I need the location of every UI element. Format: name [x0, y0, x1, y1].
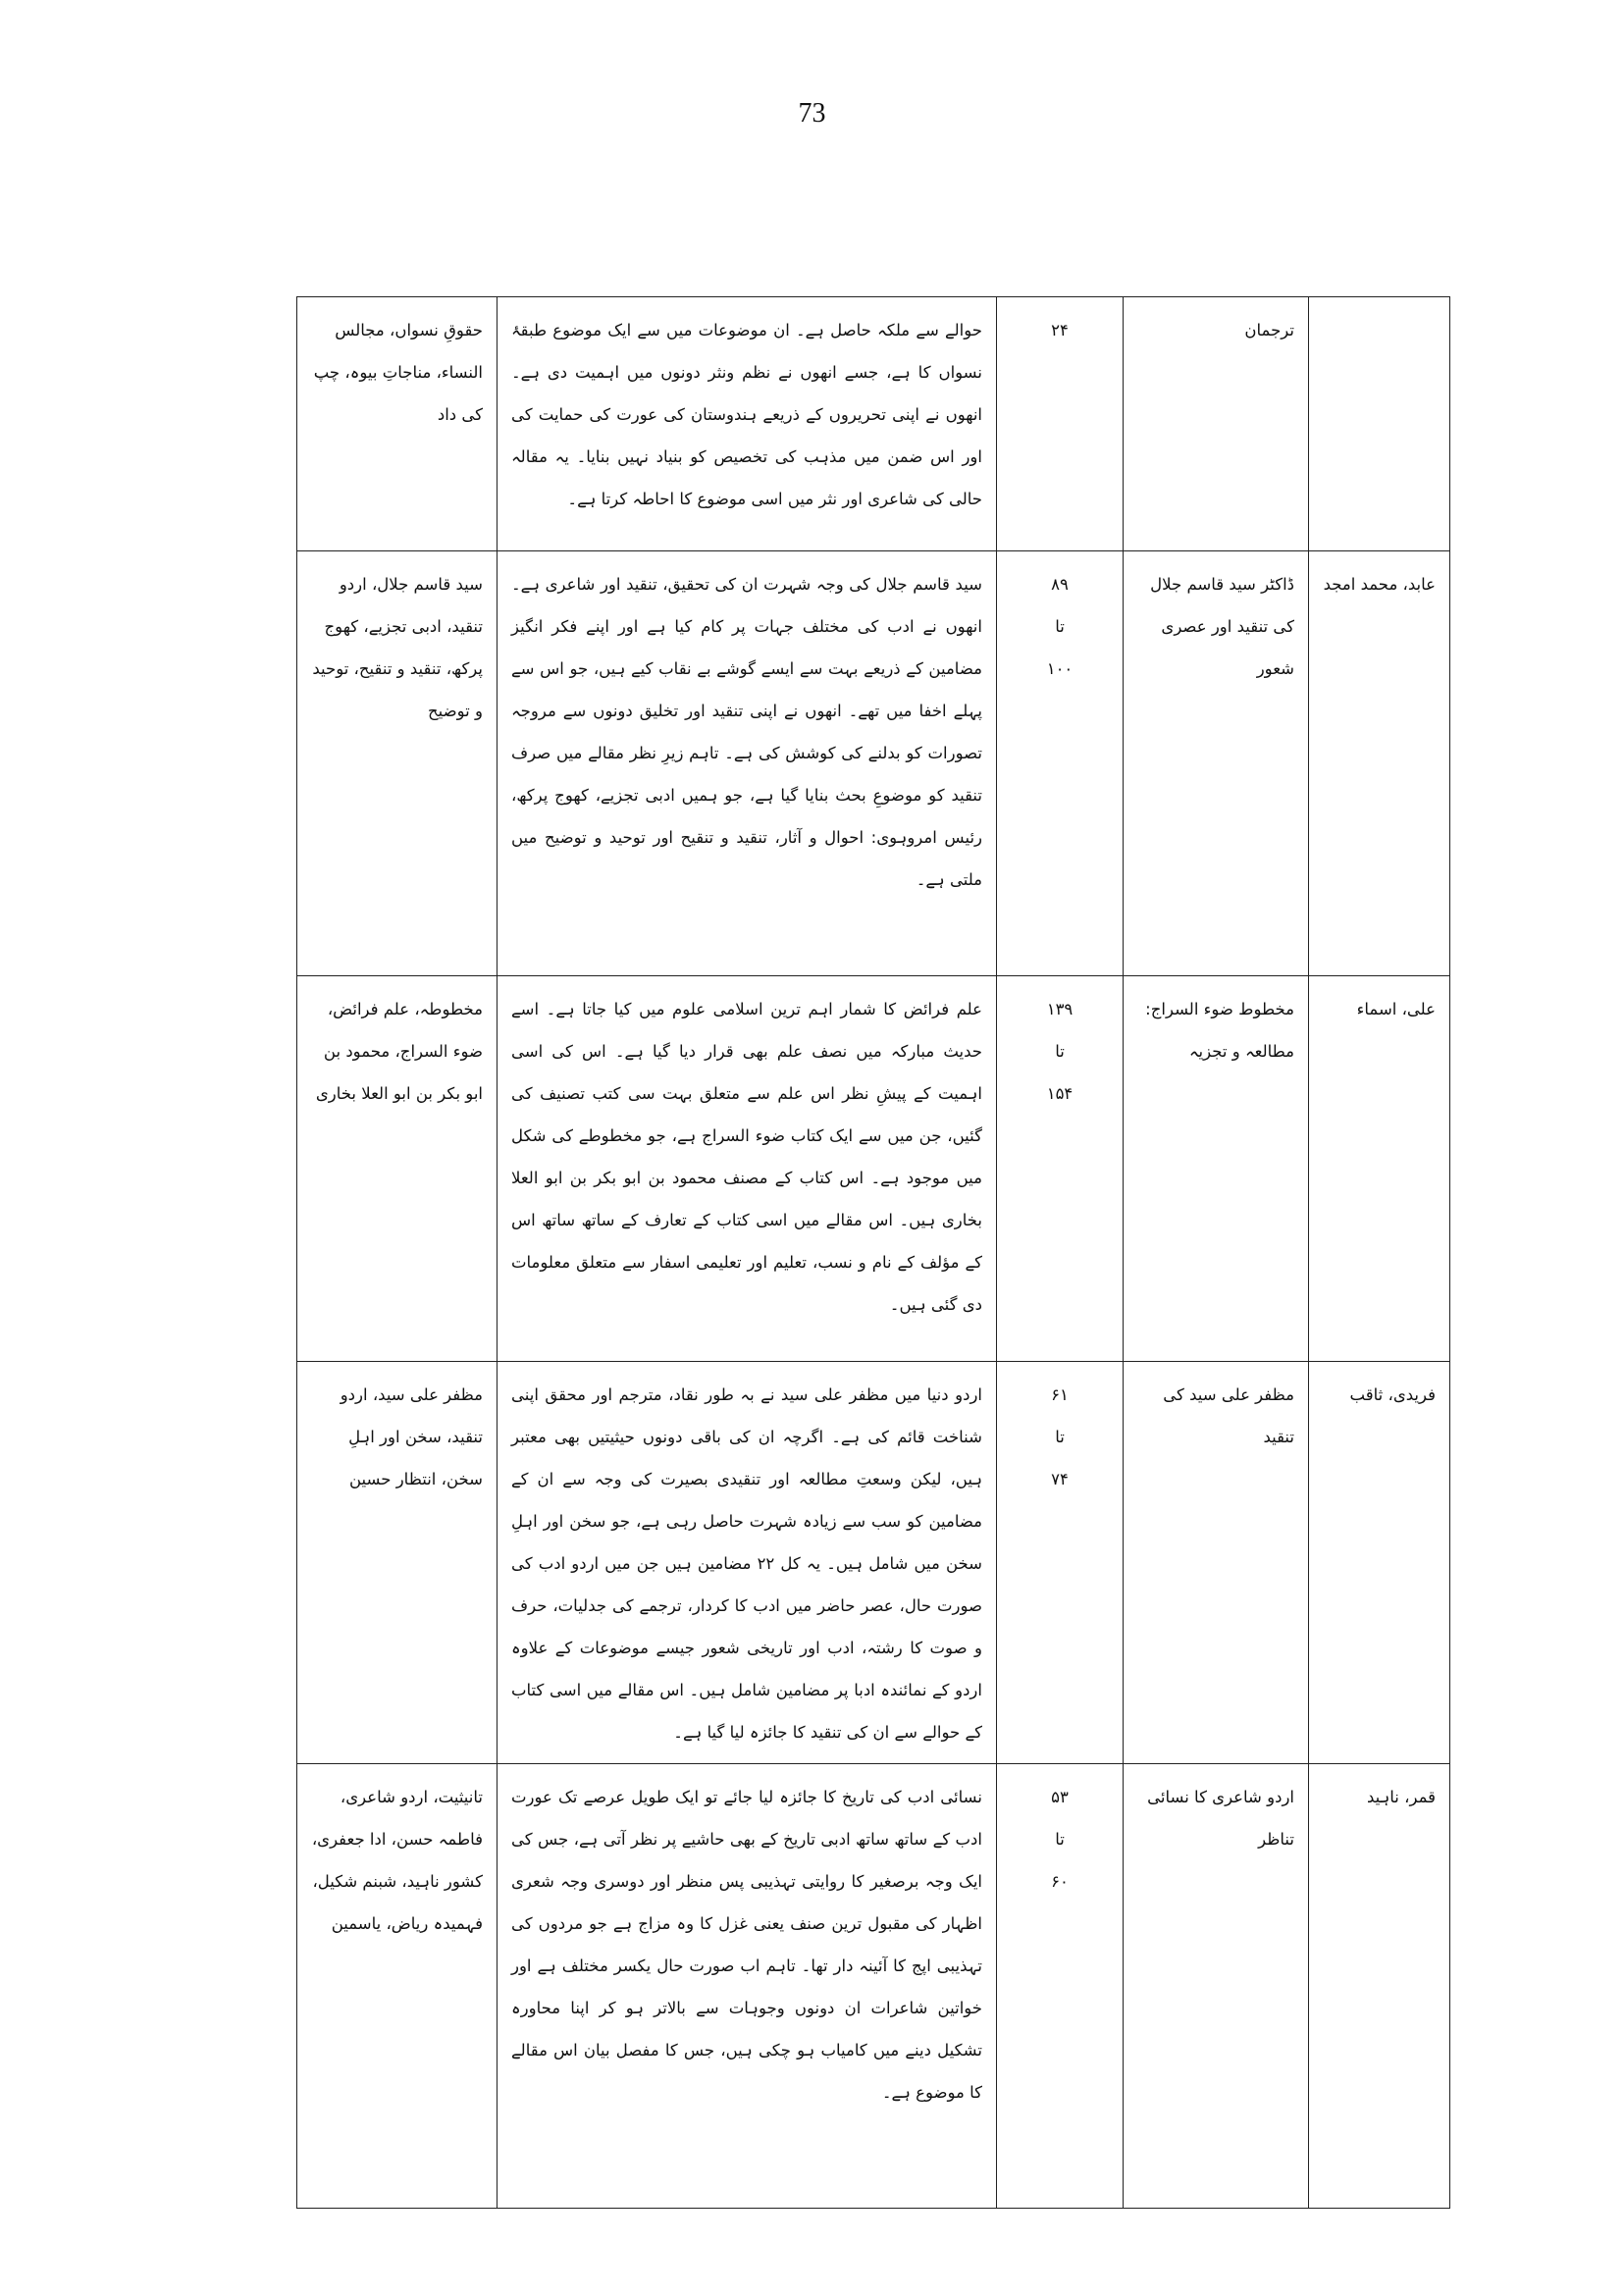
author-cell: علی، اسماء [1309, 976, 1450, 1362]
title-cell: ڈاکٹر سید قاسم جلال کی تنقید اور عصری شعور [1124, 551, 1309, 976]
abstract-cell [498, 297, 997, 551]
abstract-text: سید قاسم جلال کی وجہ شہرت ان کی تحقیق، تنقید اور شاعری ہے۔ انھوں نے ادب کی مختلف جہات پر کام کیا ہے اور اپنے فکر انگیز مضامین کے ذریعے بہت سے ایسے گوشے بے نقاب کیے ہیں، جو اس سے پہلے اخفا میں تھے۔ انھوں نے اپنی تنقید اور تخلیق دونوں سے مروجہ تصورات کو بدلنے کی کوشش کی ہے۔ تاہم زیرِ نظر مقالے میں صرف تنقید کو موضوعِ بحث بنایا گیا ہے، جو ہمیں ادبی تجزیے، کھوج پرکھ، رئیس امروہوی: احوال و آثار، تنقید و تنقیح اور توحید و توضیح میں ملتی ہے۔ [511, 575, 982, 889]
keywords-cell: سید قاسم جلال، اردو تنقید، ادبی تجزیے، کھوج پرکھ، تنقید و تنقیح، توحید و توضیح [297, 551, 498, 976]
title-cell: ترجمان [1124, 297, 1309, 551]
abstract-cell [498, 1764, 997, 2209]
page-range-end: ۱۵۴ [1046, 1084, 1074, 1103]
article-index-table [296, 296, 1450, 2209]
abstract-text: علم فرائض کا شمار اہم ترین اسلامی علوم میں کیا جاتا ہے۔ اسے حدیث مبارکہ میں نصف علم بھی قرار دیا گیا ہے۔ اس کی اسی اہمیت کے پیشِ نظر اس علم سے متعلق بہت سی کتب تصنیف کی گئیں، جن میں سے ایک کتاب ضوء السراج ہے، جو مخطوطے کی شکل میں موجود ہے۔ اس کتاب کے مصنف محمود بن ابو بکر بن ابو العلا بخاری ہیں۔ اس مقالے میں اسی کتاب کے تعارف کے ساتھ ساتھ اس کے مؤلف کے نام و نسب، تعلیم اور تعلیمی اسفار سے متعلق معلومات دی گئی ہیں۔ [511, 1000, 982, 1314]
page-number: 73 [798, 98, 826, 129]
abstract-cell [498, 976, 997, 1362]
keywords-cell: مخطوطہ، علم فرائض، ضوء السراج، محمود بن ابو بکر بن ابو العلا بخاری [297, 976, 498, 1362]
page-range-end: ۶۰ [1051, 1872, 1069, 1891]
table-row [297, 976, 1450, 1362]
pages-cell [997, 551, 1124, 976]
table-row [297, 551, 1450, 976]
page-range-separator: تا [1055, 1042, 1065, 1061]
title-cell: مظفر علی سید کی تنقید [1124, 1362, 1309, 1764]
pages-cell [997, 1764, 1124, 2209]
page-range-start: ۸۹ [1051, 575, 1069, 594]
page-range-start: ۶۱ [1051, 1385, 1069, 1404]
page-range-start: ۱۳۹ [1046, 1000, 1074, 1018]
page-range-separator: تا [1055, 1428, 1065, 1446]
abstract-text: اردو دنیا میں مظفر علی سید نے بہ طور نقاد، مترجم اور محقق اپنی شناخت قائم کی ہے۔ اگرچہ ان کی باقی دونوں حیثیتیں بھی معتبر ہیں، لیکن وسعتِ مطالعہ اور تنقیدی بصیرت کی وجہ سے ان کے مضامین کو سب سے زیادہ شہرت حاصل رہی ہے، جو سخن اور اہلِ سخن میں شامل ہیں۔ یہ کل ۲۲ مضامین ہیں جن میں اردو ادب کی صورت حال، عصر حاضر میں ادب کا کردار، ترجمے کی جدلیات، حرف و صوت کا رشتہ، ادب اور تاریخی شعور جیسے موضوعات کے علاوہ اردو کے نمائندہ ادبا پر مضامین شامل ہیں۔ اس مقالے میں اسی کتاب کے حوالے سے ان کی تنقید کا جائزہ لیا گیا ہے۔ [511, 1385, 982, 1742]
page-range-end: ۱۰۰ [1046, 659, 1074, 678]
author-cell: فریدی، ثاقب [1309, 1362, 1450, 1764]
page-range-start: ۲۴ [1051, 321, 1069, 339]
keywords-cell: حقوقِ نسواں، مجالس النساء، مناجاتِ بیوہ، چپ کی داد [297, 297, 498, 551]
keywords-cell: مظفر علی سید، اردو تنقید، سخن اور اہلِ سخن، انتظار حسین [297, 1362, 498, 1764]
page-range-start: ۵۳ [1051, 1788, 1069, 1806]
pages-cell [997, 297, 1124, 551]
table-row [297, 1362, 1450, 1764]
abstract-cell [498, 551, 997, 976]
page-range-separator: تا [1055, 617, 1065, 636]
abstract-cell [498, 1362, 997, 1764]
table-row [297, 297, 1450, 551]
author-cell: عابد، محمد امجد [1309, 551, 1450, 976]
title-cell: اردو شاعری کا نسائی تناظر [1124, 1764, 1309, 2209]
author-cell [1309, 297, 1450, 551]
pages-cell [997, 976, 1124, 1362]
abstract-text: حوالے سے ملکہ حاصل ہے۔ ان موضوعات میں سے ایک موضوع طبقۂ نسواں کا ہے، جسے انھوں نے نظم ونثر دونوں میں اہمیت دی ہے۔ انھوں نے اپنی تحریروں کے ذریعے ہندوستان کی عورت کی حمایت کی اور اس ضمن میں مذہب کی تخصیص کو بنیاد نہیں بنایا۔ یہ مقالہ حالی کی شاعری اور نثر میں اسی موضوع کا احاطہ کرتا ہے۔ [511, 321, 982, 508]
title-cell: مخطوط ضوء السراج: مطالعہ و تجزیہ [1124, 976, 1309, 1362]
abstract-text: نسائی ادب کی تاریخ کا جائزہ لیا جائے تو ایک طویل عرصے تک عورت ادب کے ساتھ ساتھ ادبی تاریخ کے بھی حاشیے پر نظر آتی ہے، جس کی ایک وجہ برصغیر کا روایتی تہذیبی پس منظر اور دوسری وجہ شعری اظہار کی مقبول ترین صنف یعنی غزل کا وہ مزاج ہے جو مردوں کی تہذیبی اپج کا آئینہ دار تھا۔ تاہم اب صورت حال یکسر مختلف ہے اور خواتین شاعرات ان دونوں وجوہات سے بالاتر ہو کر اپنا محاورہ تشکیل دینے میں کامیاب ہو چکی ہیں، جس کا مفصل بیان اس مقالے کا موضوع ہے۔ [511, 1788, 982, 2102]
page-range-end: ۷۴ [1051, 1470, 1069, 1488]
pages-cell [997, 1362, 1124, 1764]
page-range-separator: تا [1055, 1830, 1065, 1849]
author-cell: قمر، ناہید [1309, 1764, 1450, 2209]
table-row [297, 1764, 1450, 2209]
keywords-cell: تانیثیت، اردو شاعری، فاطمہ حسن، ادا جعفری، کشور ناہید، شبنم شکیل، فہمیدہ ریاض، یاسمین [297, 1764, 498, 2209]
